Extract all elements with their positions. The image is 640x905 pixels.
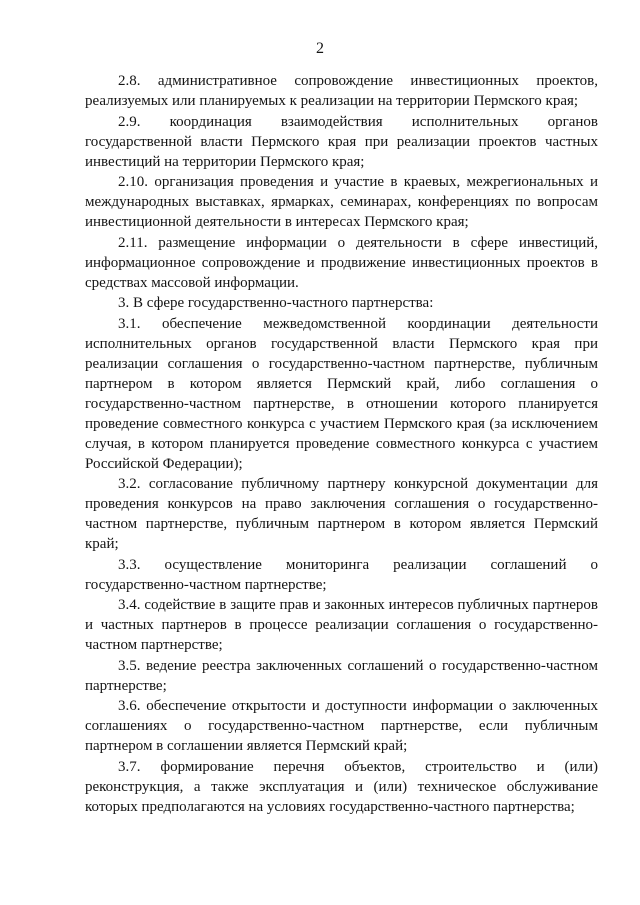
document-body [85, 71, 598, 817]
paragraph-3-2: 3.2. согласование публичному партнеру конкурсной документации для проведения конкурсов на право заключения соглашения о государственно-частном партнерстве, публичным партнером в котором является Пермский край; [85, 476, 598, 552]
paragraph-3-3: 3.3. осуществление мониторинга реализации соглашений о государственно-частном партнерстве; [85, 556, 598, 593]
paragraph-3-7: 3.7. формирование перечня объектов, строительство и (или) реконструкция, а также эксплуатация и (или) техническое обслуживание которых предполагаются на условиях государственно-частного партнерства; [85, 758, 598, 815]
paragraph-2-11: 2.11. размещение информации о деятельности в сфере инвестиций, информационное сопровождение и продвижение инвестиционных проектов в средствах массовой информации. [85, 234, 598, 291]
page-number: 2 [316, 40, 324, 57]
section-3-heading: 3. В сфере государственно-частного партнерства: [118, 295, 434, 311]
paragraph-2-9: 2.9. координация взаимодействия исполнительных органов государственной власти Пермского края при реализации проектов частных инвестиций на территории Пермского края; [85, 113, 598, 170]
paragraph-3-6: 3.6. обеспечение открытости и доступности информации о заключенных соглашениях о государственно-частном партнерстве, если публичным партнером в соглашении является Пермский край; [85, 698, 598, 754]
paragraph-3-4: 3.4. содействие в защите прав и законных интересов публичных партнеров и частных партнеров в процессе реализации соглашения о государственно-частном партнерстве; [85, 597, 598, 653]
paragraph-2-10: 2.10. организация проведения и участие в краевых, межрегиональных и международных выставках, ярмарках, семинарах, конференциях по вопросам инвестиционной деятельности в интересах Пермского края; [85, 174, 598, 230]
paragraph-3-1: 3.1. обеспечение межведомственной координации деятельности исполнительных органов государственной власти Пермского края при реализации соглашения о государственно-частном партнерстве, публичным партнером в котором является Пермский край, либо соглашения о государственно-частном партнерстве, в отношении которого планируется проведение совместного конкурса с участием Пермского края (за исключением случая, в котором планируется проведение совместного конкурса с участием Российской Федерации); [85, 315, 598, 472]
paragraph-3-5: 3.5. ведение реестра заключенных соглашений о государственно-частном партнерстве; [85, 657, 598, 694]
paragraph-2-8: 2.8. административное сопровождение инвестиционных проектов, реализуемых или планируемых к реализации на территории Пермского края; [85, 73, 598, 109]
